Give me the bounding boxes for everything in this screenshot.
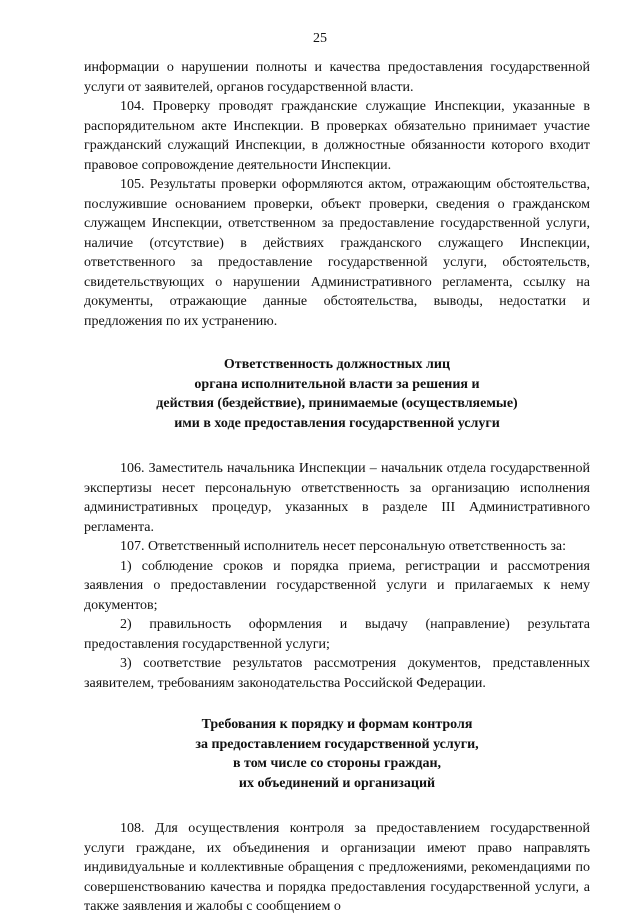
paragraph-107: 107. Ответственный исполнитель несет персональную ответственность за: bbox=[120, 539, 566, 554]
heading-line: в том числе со стороны граждан, bbox=[232, 756, 442, 771]
paragraph-105: 105. Результаты проверки оформляются актом, отражающим обстоятельства, послужившие основанием проверки, объект проверки, сведения о гражданском служащем Инспекции, ответственном за предоставление государственной услуги, наличие (отсутствие) в действиях гражданского служащего Инспекции, ответственного за предоставление государственной услуги, обстоятельств, свидетельствующих о нарушении Административного регламента, ссылку на документы, отражающие данные обстоятельства, выводы, недостатки и предложения по их устранению. bbox=[84, 177, 590, 329]
section-heading-control bbox=[84, 715, 590, 793]
section-heading-responsibility bbox=[84, 355, 590, 433]
document-body bbox=[84, 58, 590, 917]
list-item-2: 2) правильность оформления и выдачу (направление) результата предоставления государственной услуги; bbox=[84, 617, 590, 652]
paragraph-108: 108. Для осуществления контроля за предоставлением государственной услуги граждане, их объединения и организации имеют право направлять индивидуальные и коллективные обращения с предложениями, рекомендациями по совершенствованию качества и порядка предоставления государственной услуги, а также заявления и жалобы с сообщением о bbox=[84, 821, 590, 914]
heading-line: их объединений и организаций bbox=[238, 775, 436, 791]
heading-line: Требования к порядку и формам контроля bbox=[201, 717, 473, 732]
page-number: 25 bbox=[313, 31, 327, 46]
list-item-1: 1) соблюдение сроков и порядка приема, регистрации и рассмотрения заявления о предоставлении государственной услуги и прилагаемых к нему документов; bbox=[84, 558, 590, 613]
paragraph-106: 106. Заместитель начальника Инспекции – начальник отдела государственной экспертизы несет персональную ответственность за организацию исполнения административных процедур, указанных в разделе III Административного регламента. bbox=[84, 461, 590, 535]
heading-line: Ответственность должностных лиц bbox=[223, 357, 451, 372]
heading-line: за предоставлением государственной услуги, bbox=[195, 736, 479, 752]
heading-line: действия (бездействие), принимаемые (осуществляемые) bbox=[156, 396, 518, 411]
heading-line: органа исполнительной власти за решения и bbox=[194, 376, 480, 392]
heading-line: ими в ходе предоставления государственной услуги bbox=[174, 415, 500, 431]
paragraph-104: 104. Проверку проводят гражданские служащие Инспекции, указанные в распорядительном акте Инспекции. В проверках обязательно принимает участие гражданский служащий Инспекции, в должностные обязанности которого входит правовое сопровождение деятельности Инспекции. bbox=[84, 99, 590, 173]
paragraph-continuation: информации о нарушении полноты и качества предоставления государственной услуги от заявителей, органов государственной власти. bbox=[84, 60, 590, 95]
list-item-3: 3) соответствие результатов рассмотрения документов, представленных заявителем, требованиям законодательства Российской Федерации. bbox=[84, 656, 590, 691]
